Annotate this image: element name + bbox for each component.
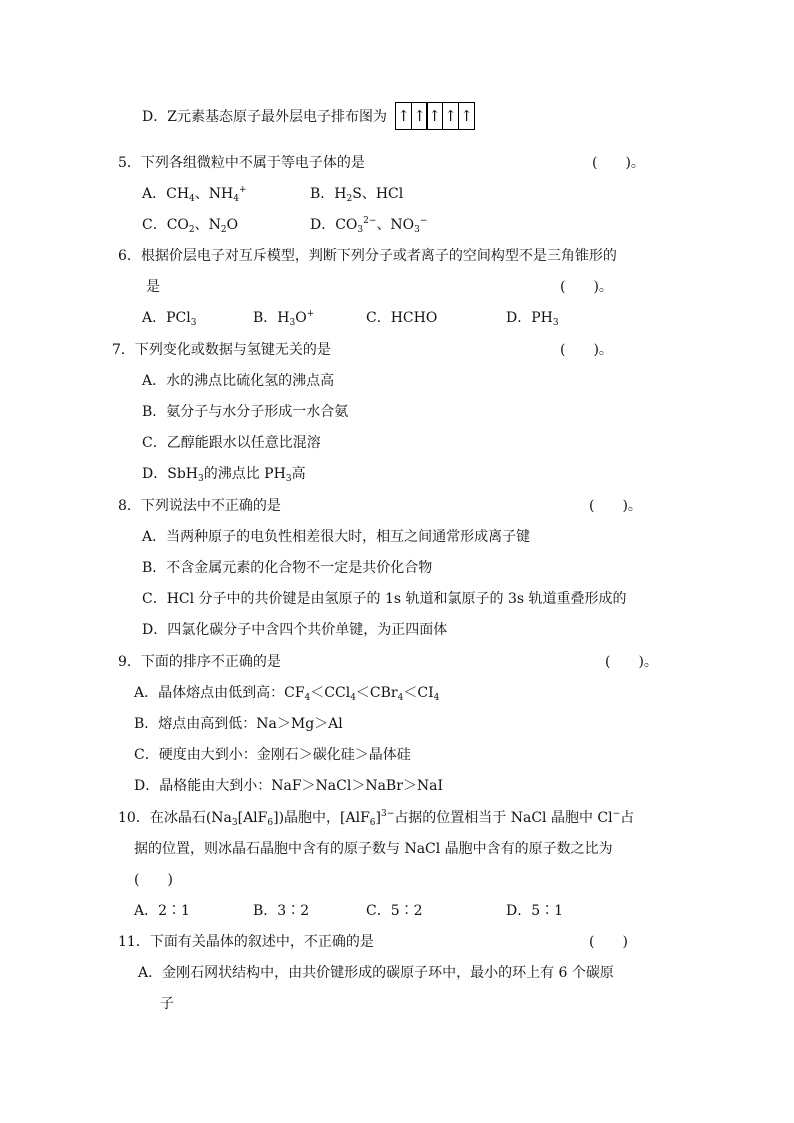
q10-stem-continued: 据的位置，则冰晶石晶胞中含有的原子数与 NaCl 晶胞中含有的原子数之比为 — [134, 841, 613, 857]
q11-stem: 11．下面有关晶体的叙述中，不正确的是 — [118, 934, 374, 950]
q5-option-b: B．$H_2S$、HCl — [310, 186, 404, 204]
q8-option-c: C．HCl 分子中的共价键是由氢原子的 1s 轨道和氯原子的 3s 轨道重叠形成的 — [142, 591, 627, 607]
orbital-p-box-group — [426, 102, 475, 130]
q8-option-b: B．不含金属元素的化合物不一定是共价化合物 — [142, 560, 433, 576]
q9-answer-blank: ( )。 — [605, 654, 658, 670]
q6-option-d: D．$PH_3$ — [506, 310, 559, 328]
q10-option-c: C．5∶2 — [366, 903, 423, 919]
q11-option-a: A．金刚石网状结构中，由共价键形成的碳原子环中，最小的环上有 6 个碳原 — [138, 965, 614, 981]
q5-option-d: D．$CO_3^{2-}$、$NO_3^-$ — [310, 216, 428, 235]
q7-answer-blank: ( )。 — [560, 342, 613, 358]
spin-up-arrow-icon: ↑ — [397, 106, 410, 125]
q9-option-d: D．晶格能由大到小：NaF＞NaCl＞NaBr＞NaI — [134, 778, 444, 794]
q8-option-a: A．当两种原子的电负性相差很大时，相互之间通常形成离子键 — [142, 529, 531, 545]
q5-option-a: A．$CH_4$、$NH_4^+$ — [142, 185, 247, 204]
q6-option-b: B．$H_3O^+$ — [253, 309, 315, 328]
q7-stem: 7．下列变化或数据与氢键无关的是 — [112, 342, 331, 358]
q10-stem: 10．在冰晶石$(Na_3[AlF_6])$晶胞中，$[AlF_6]^{3-}$占据的位置相当于 NaCl 晶胞中 Cl−占 — [118, 809, 635, 828]
q6-answer-blank: ( )。 — [560, 279, 613, 295]
q6-stem: 6．根据价层电子对互斥模型，判断下列分子或者离子的空间构型不是三角锥形的 — [118, 248, 617, 264]
q11-answer-blank: ( ) — [589, 934, 628, 950]
q11-option-a-continued: 子 — [160, 996, 174, 1012]
orbital-box — [443, 103, 459, 129]
q5-answer-blank: ( )。 — [592, 155, 645, 171]
q10-option-a: A．2∶1 — [134, 903, 190, 919]
orbital-box — [427, 103, 443, 129]
q9-option-c: C．硬度由大到小：金刚石＞碳化硅＞晶体硅 — [134, 747, 411, 763]
orbital-s-box-group — [395, 102, 428, 130]
q7-option-d: D．SbH$_3$的沸点比 $PH_3$高 — [142, 466, 306, 484]
q10-answer-blank: ( ) — [134, 872, 173, 888]
q8-option-d: D．四氯化碳分子中含四个共价单键，为正四面体 — [142, 622, 448, 638]
q10-option-b: B．3∶2 — [253, 903, 310, 919]
spin-up-arrow-icon: ↑ — [428, 106, 441, 125]
q7-option-b: B．氨分子与水分子形成一水合氨 — [142, 404, 349, 420]
q6-option-c: C．HCHO — [366, 310, 438, 326]
orbital-box — [412, 103, 427, 129]
orbital-box — [396, 103, 412, 129]
q5-option-c: C．$CO_2$、$N_2O$ — [142, 217, 239, 235]
q4-option-d: D．Z元素基态原子最外层电子排布图为 — [142, 109, 387, 125]
spin-up-arrow-icon: ↑ — [413, 106, 426, 125]
q6-stem-continued: 是 — [146, 279, 160, 295]
q9-option-b: B．熔点由高到低：Na＞Mg＞Al — [134, 716, 343, 732]
q7-option-a: A．水的沸点比硫化氢的沸点高 — [142, 373, 335, 389]
q9-option-a: A．晶体熔点由低到高：$CF_4<CCl_4<CBr_4<CI_4$ — [134, 685, 440, 703]
q5-stem: 5．下列各组微粒中不属于等电子体的是 — [118, 155, 365, 171]
spin-up-arrow-icon: ↑ — [444, 106, 457, 125]
orbital-box — [459, 103, 474, 129]
q6-option-a: A．PCl$_3$ — [142, 310, 197, 328]
q9-stem: 9．下面的排序不正确的是 — [118, 654, 281, 670]
q8-stem: 8．下列说法中不正确的是 — [118, 498, 281, 514]
q10-option-d: D．5∶1 — [506, 903, 564, 919]
spin-up-arrow-icon: ↑ — [460, 106, 473, 125]
q8-answer-blank: ( )。 — [589, 498, 642, 514]
q7-option-c: C．乙醇能跟水以任意比混溶 — [142, 435, 321, 451]
